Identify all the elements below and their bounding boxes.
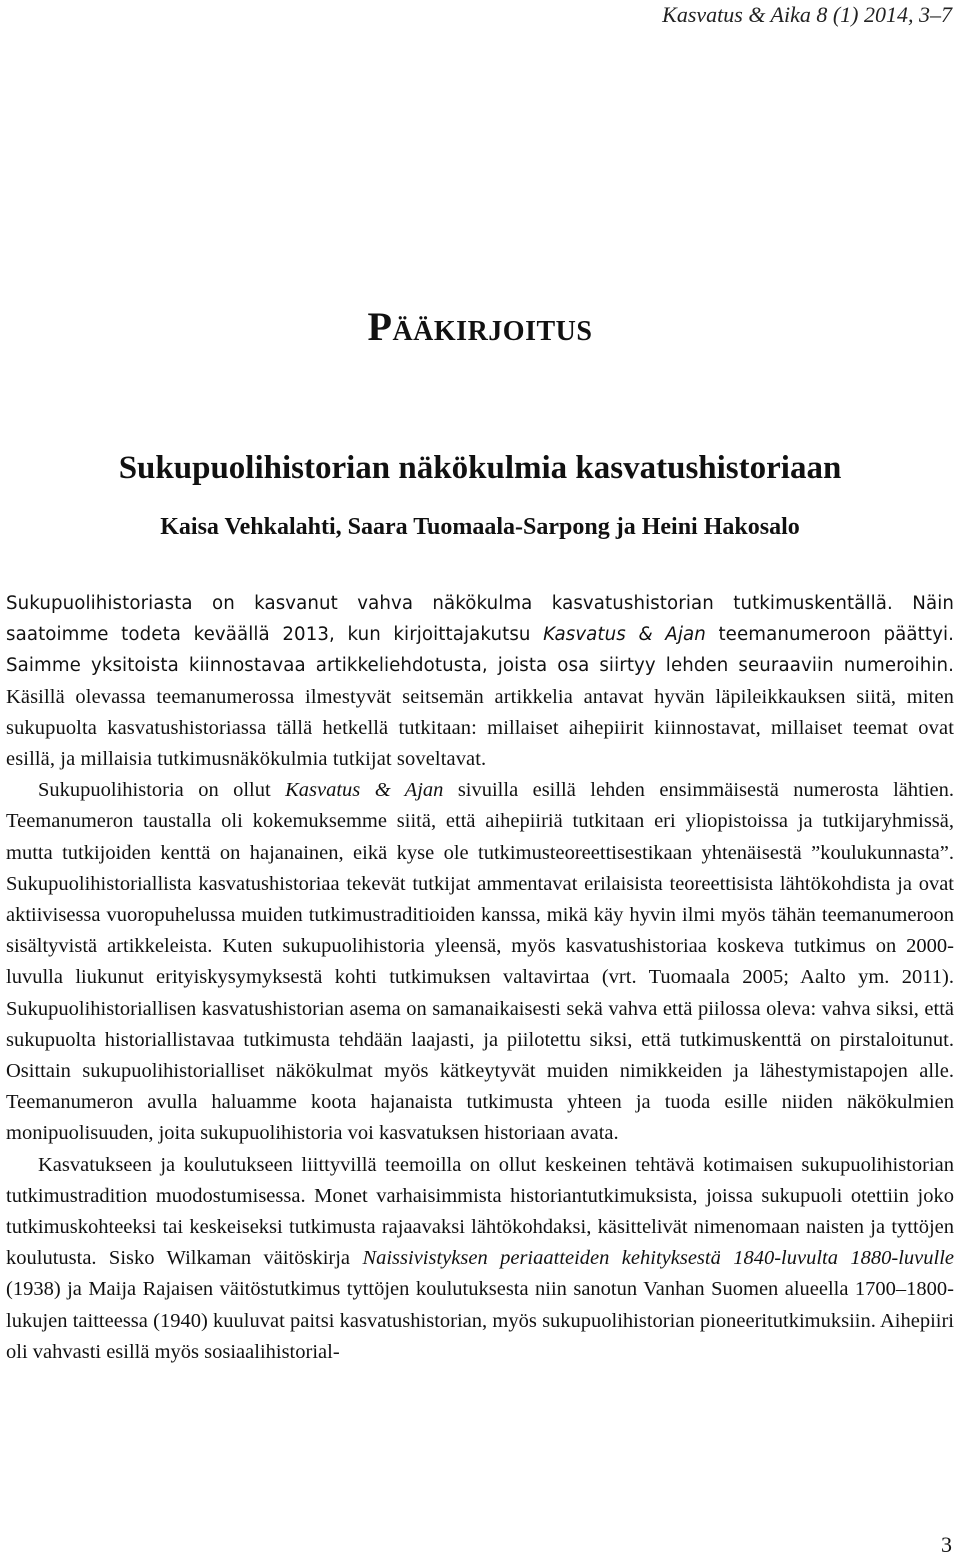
paragraph-1-text-d: Käsillä olevassa teemanumerossa ilmestyvät seitsemän artikkelia antavat hyvän läpileikkauksen siitä, miten sukupuolta kasvatushistoriassa tällä hetkellä tutkitaan: millaiset aihepiirit kiinnostavat, millaiset teemat ovat esillä, ja millaisia tutkimusnäkökulmia tutkijat soveltavat. — [6, 685, 954, 771]
running-header: Kasvatus & Aika 8 (1) 2014, 3–7 — [662, 2, 952, 27]
paragraph-2-text-c: sivuilla esillä lehden ensimmäisestä numerosta lähtien. Teemanumeron taustalla oli kokemuksemme siitä, että aihepiiriä tutkitaan eri yliopistoissa ja tutkijaryhmissä, mutta tutkijoiden kenttä on hajanainen, eikä kyse ole tutkimusteoreettisestikaan yhtenäisestä ”koulukunnasta”. Sukupuolihistoriallista kasvatushistoriaa tekevät tutkijat ammentavat erilaisista teoreettisista lähtökohdista ja ovat aktiivisessa vuoropuhelussa muiden tutkimustraditioiden kanssa, mikä käy hyvin ilmi myös tähän teemanumeroon sisältyvistä artikkeleista. Kuten sukupuolihistoria yleensä, myös kasvatushistoriaa koskeva tutkimus on 2000-luvulla liukunut erityiskysymyksestä kohti tutkimuksen valtavirtaa (vrt. Tuomaala 2005; Aalto ym. 2011). Sukupuolihistoriallisen kasvatushistorian asema on samanaikaisesti sekä vahva että piilossa oleva: vahva siksi, että sukupuolta historiallistavaa tutkimusta tehdään laajasti, ja piilotettu siksi, että tutkimuskenttä on pirstaloitunut. Osittain sukupuolihistorialliset näkökulmat myös kätkeytyvät muiden nimikkeiden ja lähestymistapojen alle. Teemanumeron avulla haluamme koota hajanaista tutkimusta yhteen ja tuoda esille niiden näkökulmien monipuolisuuden, joita sukupuolihistoria voi kasvatuksen historiaan avata. — [6, 779, 955, 1145]
journal-name-italic: Kasvatus & Ajan — [543, 624, 706, 646]
article-body — [6, 588, 954, 1368]
paragraph-3 — [6, 1150, 954, 1368]
paragraph-3-text-a: Kasvatukseen ja koulutukseen liittyvillä teemoilla on ollut keskeinen tehtävä kotimaisen sukupuolihistorian tutkimustradition muodostumisessa. Monet varhaisimmista historiantutkimuksista, joissa sukupuoli otettiin joko tutkimuskohteeksi tai keskeiseksi tutkimusta rajaavaksi lähtökohdaksi, käsittelivät nimenomaan naisten ja tyttöjen koulutusta. Sisko Wilkaman väitöskirja — [6, 1153, 954, 1270]
journal-name-italic: Kasvatus & Ajan — [285, 779, 444, 802]
paragraph-2-text-a: Sukupuolihistoria on ollut — [38, 779, 286, 802]
article-authors: Kaisa Vehkalahti, Saara Tuomaala-Sarpong ja Heini Hakosalo — [160, 514, 800, 540]
section-label: Pääkirjoitus — [367, 304, 593, 349]
dissertation-title-italic: Naissivistyksen periaatteiden kehityksestä 1840-luvulta 1880-luvulle — [362, 1247, 955, 1270]
paragraph-1-text-c: teemanumeroon päättyi. Saimme yksitoista kiinnostavaa artikkeliehdotusta, joista osa siirtyy lehden seuraaviin numeroihin. — [6, 624, 955, 677]
paragraph-2 — [6, 775, 954, 1149]
paragraph-1 — [6, 588, 954, 775]
paragraph-1-text-a: Sukupuolihistoriasta on kasvanut vahva näkökulma kasvatushistorian tutkimuskentällä. Näin saatoimme todeta keväällä 2013, kun kirjoittajakutsu — [6, 593, 954, 646]
paragraph-3-text-c: (1938) ja Maija Rajaisen väitöstutkimus tyttöjen koulutuksesta niin sanotun Vanhan Suomen alueella 1700–1800-lukujen taitteessa (1940) kuuluvat paitsi kasvatushistorian, myös sukupuolihistorian pioneeritutkimuksiin. Aihepiiri oli vahvasti esillä myös sosiaalihistorial- — [6, 1278, 954, 1363]
page-number: 3 — [941, 1532, 952, 1557]
article-title: Sukupuolihistorian näkökulmia kasvatushistoriaan — [118, 450, 842, 486]
